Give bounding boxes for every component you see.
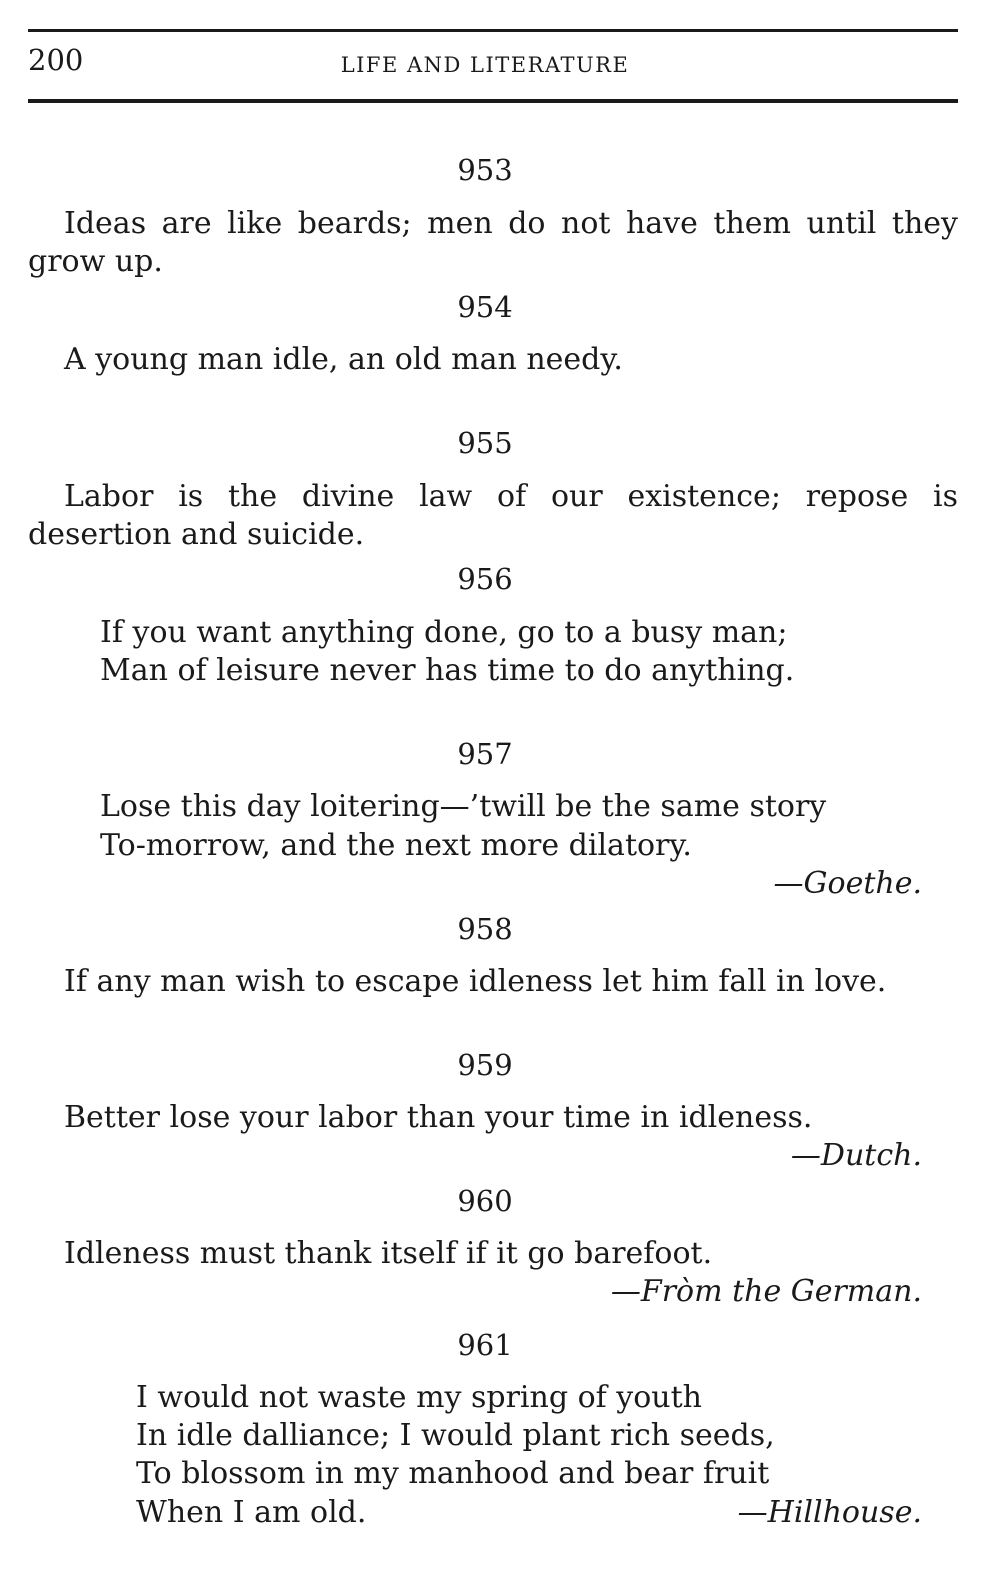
attribution: —Goethe. (773, 866, 922, 901)
verse-line: When I am old. (136, 1495, 367, 1530)
verse-line: To blossom in my manhood and bear fruit (136, 1456, 770, 1491)
entry-number: 961 (457, 1328, 513, 1362)
verse-line: I would not waste my spring of youth (136, 1380, 703, 1415)
entry-number: 957 (457, 737, 513, 771)
attribution: —Fròm the German. (610, 1274, 922, 1309)
running-title: LIFE AND LITERATURE (340, 53, 630, 77)
entry-number: 959 (457, 1048, 513, 1082)
quotation-text: If any man wish to escape idleness let him fall in love. (64, 964, 887, 999)
quotation-text: Idleness must thank itself if it go barefoot. (64, 1236, 713, 1271)
quotation-text: Labor is the divine law of our existence; repose is desertion and suicide. (28, 479, 958, 552)
entry-number: 958 (457, 912, 513, 946)
verse-line: If you want anything done, go to a busy man; (100, 615, 788, 650)
verse-line: Lose this day loitering—’twill be the same story (100, 789, 827, 824)
entry-number: 953 (457, 153, 513, 187)
entry-number: 956 (457, 562, 513, 596)
quotation-text: Better lose your labor than your time in idleness. (64, 1100, 813, 1135)
page-number: 200 (28, 43, 84, 77)
header-top-rule (28, 29, 958, 32)
quotation-text: Ideas are like beards; men do not have them until they grow up. (28, 206, 958, 279)
attribution: —Dutch. (790, 1138, 922, 1173)
header-bottom-rule (28, 99, 958, 103)
verse-line: In idle dalliance; I would plant rich seeds, (136, 1418, 775, 1453)
verse-line: To-morrow, and the next more dilatory. (100, 828, 692, 863)
entry-number: 955 (457, 426, 513, 460)
attribution: —Hillhouse. (737, 1495, 922, 1530)
verse-line: Man of leisure never has time to do anything. (100, 653, 795, 688)
quotation-text: A young man idle, an old man needy. (64, 342, 623, 377)
entry-number: 954 (457, 290, 513, 324)
entry-number: 960 (457, 1184, 513, 1218)
